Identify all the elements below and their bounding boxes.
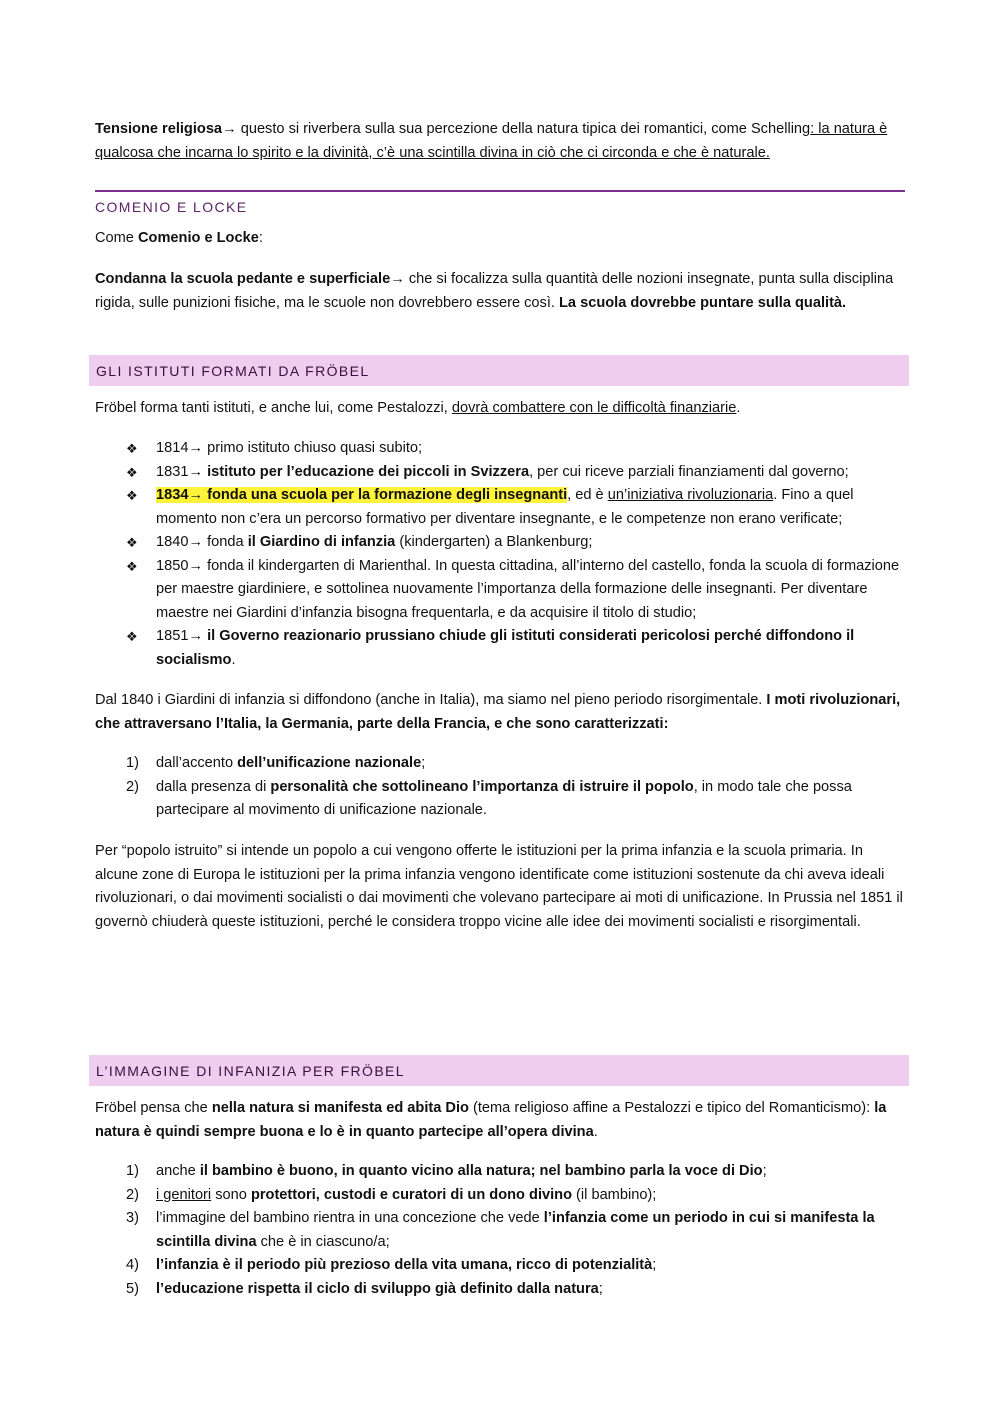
diamond-bullet-icon: ❖ xyxy=(126,558,138,574)
list-item xyxy=(95,531,907,555)
paragraph-condanna xyxy=(95,268,907,315)
text: (kindergarten) a Blankenburg; xyxy=(395,534,593,550)
text: che è in ciascuno/a; xyxy=(256,1233,390,1250)
diamond-bullet-icon: ❖ xyxy=(126,629,138,644)
arrow-icon: → xyxy=(222,121,237,137)
text: . Fino a quel momento non c’era un percorso formativo per diventare insegnante, e le competenze non erano verificate; xyxy=(156,487,854,527)
arrow-icon: → xyxy=(188,463,204,480)
arrow-icon: → xyxy=(188,534,204,550)
underlined-text: un’iniziativa rivoluzionaria xyxy=(607,487,774,503)
bold-text: personalità che sottolineano l’importanza di istruire il popolo xyxy=(270,778,694,795)
text: fonda il kindergarten di Marienthal. In questa cittadina, all’interno del castello, fonda la scuola di formazione per maestre giardiniere, e sottolinea nuovamente l’importanza della formazione delle insegnanti. Per diventare maestre nei Giardini d’infanzia bisogna frequentarla, e da acquisire il titolo di studio; xyxy=(156,557,900,621)
arrow-icon: → xyxy=(390,271,405,287)
list-item xyxy=(95,625,907,672)
list-number: 1) xyxy=(126,755,139,771)
bold-text: Tensione religiosa xyxy=(95,121,223,137)
bold-text: nella natura si manifesta ed abita Dio xyxy=(211,1100,469,1116)
bold-text: l’educazione rispetta il ciclo di sviluppo già definito dalla natura xyxy=(156,1280,599,1297)
list-item xyxy=(95,1184,907,1208)
list-number: 2) xyxy=(126,778,139,795)
bold-text: il Giardino di infanzia xyxy=(247,534,396,550)
diamond-bullet-icon: ❖ xyxy=(126,488,138,503)
text: ; xyxy=(652,1257,657,1273)
bold-text: la natura è quindi sempre buona e lo è in quanto partecipe all’opera divina xyxy=(95,1100,887,1140)
year: 1831 xyxy=(156,463,189,480)
text: : xyxy=(258,230,263,246)
text: Fröbel forma tanti istituti, e anche lui, come Pestalozzi, xyxy=(95,400,452,416)
bullet-list-istituti xyxy=(95,437,907,672)
paragraph-come xyxy=(95,227,907,251)
heading-text: L’IMMAGINE DI INFANIZIA PER FRÖBEL xyxy=(96,1063,405,1079)
bold-text: Condanna la scuola pedante e superficiale xyxy=(95,271,391,287)
arrow-icon: → xyxy=(188,557,204,574)
text: , in modo tale che possa partecipare al movimento di unificazione nazionale. xyxy=(156,778,852,818)
list-item xyxy=(95,437,907,461)
paragraph-popolo-istruito: Per “popolo istruito” si intende un popolo a cui vengono offerte le istituzioni per la prima infanzia e la scuola primaria. In alcune zone di Europa le istituzioni per la prima infanzia vengono identificate come istituzioni sostenute da chi aveva ideali rivoluzionari, o dai movimenti socialisti o dai movimenti che volevano partecipare ai moti di unificazione. In Prussia nel 1851 il governò chiuderà queste istituzioni, perché le considera troppo vicine alle idee dei movimenti socialisti e risorgimentali. xyxy=(95,843,903,930)
text: , per cui riceve parziali finanziamenti dal governo; xyxy=(529,463,849,480)
section-divider xyxy=(95,190,905,192)
bold-text: istituto per l’educazione dei piccoli in Svizzera xyxy=(203,463,530,480)
text: ; xyxy=(421,755,426,771)
paragraph-immagine-intro xyxy=(95,1097,907,1144)
numbered-list-infanzia xyxy=(95,1160,907,1301)
bold-text: dell’unificazione nazionale xyxy=(237,755,422,771)
list-item xyxy=(95,1254,907,1278)
list-item xyxy=(95,1207,907,1254)
text: , ed è xyxy=(567,487,608,503)
diamond-bullet-icon: ❖ xyxy=(126,464,138,480)
bold-text: La scuola dovrebbe puntare sulla qualità. xyxy=(559,294,847,311)
paragraph-tensione-religiosa xyxy=(95,118,907,165)
text: fonda xyxy=(203,534,248,550)
bold-text: Comenio e Locke xyxy=(137,230,259,246)
text: l’immagine del bambino rientra in una concezione che vede xyxy=(156,1210,544,1226)
list-item xyxy=(95,555,907,626)
list-item xyxy=(95,461,907,485)
year: 1814 xyxy=(156,440,189,456)
list-item xyxy=(95,776,907,823)
text: . xyxy=(593,1123,598,1140)
text: . xyxy=(736,400,741,416)
section-heading-comenio: COMENIO E LOCKE xyxy=(95,199,248,215)
heading-text: GLI ISTITUTI FORMATI DA FRÖBEL xyxy=(96,363,370,379)
list-number: 4) xyxy=(126,1257,139,1273)
text: ; xyxy=(598,1280,603,1297)
bold-text: il Governo reazionario prussiano chiude gli istituti considerati pericolosi perché diffondono il socialismo xyxy=(156,628,855,668)
underlined-text: : la natura è qualcosa che incarna lo spirito e la divinità, c’è una scintilla divina in ciò che ci circonda e che è naturale. xyxy=(95,121,888,161)
highlighted-text: 1834→ fonda una scuola per la formazione degli insegnanti xyxy=(156,487,568,503)
list-number: 2) xyxy=(126,1186,139,1203)
bold-text: l’infanzia è il periodo più prezioso della vita umana, ricco di potenzialità xyxy=(156,1257,653,1273)
bold-text: il bambino è buono, in quanto vicino alla natura; nel bambino parla la voce di Dio xyxy=(199,1163,763,1179)
underlined-text: i genitori xyxy=(156,1186,212,1203)
section-heading-immagine xyxy=(89,1055,909,1086)
underlined-text: dovrà combattere con le difficoltà finanziarie xyxy=(451,400,737,416)
paragraph-dal-1840 xyxy=(95,689,907,736)
bold-text: I moti rivoluzionari, che attraversano l’Italia, la Germania, parte della Francia, e che sono caratterizzati: xyxy=(95,692,901,732)
diamond-bullet-icon: ❖ xyxy=(126,535,138,550)
arrow-icon: → xyxy=(188,440,204,456)
list-item xyxy=(95,484,907,531)
list-number: 3) xyxy=(126,1210,139,1226)
text: . xyxy=(231,651,236,668)
year: 1840 xyxy=(156,534,189,550)
section-heading-istituti xyxy=(89,355,909,386)
bold-text: l’infanzia come un periodo in cui si manifesta la scintilla divina xyxy=(156,1210,875,1250)
list-item xyxy=(95,752,907,776)
list-number: 1) xyxy=(126,1163,139,1179)
text: dall’accento xyxy=(156,755,238,771)
year: 1851 xyxy=(156,628,189,644)
text: dalla presenza di xyxy=(156,778,271,795)
paragraph-istituti-intro xyxy=(95,397,907,421)
text: Dal 1840 i Giardini di infanzia si diffondono (anche in Italia), ma siamo nel pieno periodo risorgimentale. xyxy=(95,692,767,708)
text: ; xyxy=(762,1163,767,1179)
text: (il bambino); xyxy=(572,1186,657,1203)
text: (tema religioso affine a Pestalozzi e tipico del Romanticismo): xyxy=(468,1100,875,1116)
list-item xyxy=(95,1160,907,1184)
arrow-icon: → xyxy=(188,628,204,644)
list-item xyxy=(95,1278,907,1302)
diamond-bullet-icon: ❖ xyxy=(126,441,138,456)
bold-text: protettori, custodi e curatori di un dono divino xyxy=(250,1186,572,1203)
text: sono xyxy=(211,1186,251,1203)
text: Come xyxy=(95,230,138,246)
year: 1850 xyxy=(156,557,189,574)
text: Fröbel pensa che xyxy=(95,1100,212,1116)
text: che si focalizza sulla quantità delle nozioni insegnate, punta sulla disciplina rigida, sulle punizioni fisiche, ma le scuole non dovrebbero essere così. xyxy=(95,271,894,311)
text: anche xyxy=(156,1163,200,1179)
text: primo istituto chiuso quasi subito; xyxy=(203,440,423,456)
list-number: 5) xyxy=(126,1280,139,1297)
numbered-list-moti xyxy=(95,752,907,823)
text: questo si riverbera sulla sua percezione della natura tipica dei romantici, come Schelling xyxy=(236,121,811,137)
